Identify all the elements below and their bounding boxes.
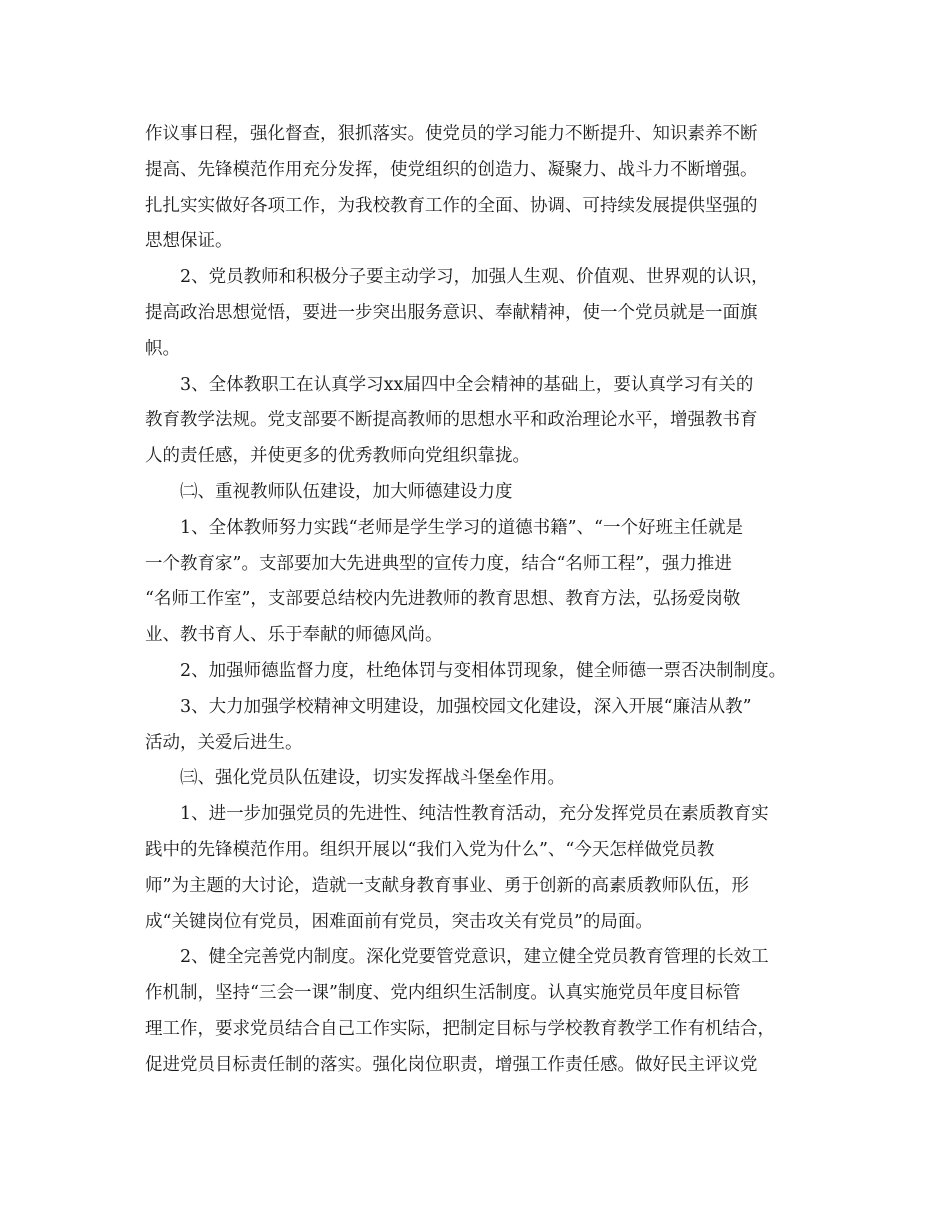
text-line: 思想保证。 [145,231,233,252]
text-line: 提高政治思想觉悟，要进一步突出服务意识、奉献精神，使一个党员就是一面旗 [145,302,758,323]
text-line: 作议事日程，强化督查，狠抓落实。使党员的学习能力不断提升、知识素养不断 [145,124,758,144]
text-line: ㈢、强化党员队伍建设，切实发挥战斗堡垒作用。 [180,768,565,789]
text-line: 成“关键岗位有党员，困难面前有党员，突击攻关有党员”的局面。 [145,911,653,932]
document-body [145,117,825,1084]
text-line: 3、全体教职工在认真学习xx届四中全会精神的基础上，要认真学习有关的 [180,374,754,395]
text-line: 活动，关爱后进生。 [145,732,303,753]
text-line: 2、加强师德监督力度，杜绝体罚与变相体罚现象，健全师德一票否决制制度。 [180,660,787,681]
text-line: 业、教书育人、乐于奉献的师德风尚。 [145,625,443,646]
text-line: 一个教育家”。支部要加大先进典型的宣传力度，结合“名师工程”，强力推进 [145,553,732,574]
text-line: “名师工作室”，支部要总结校内先进教师的教育思想、教育方法，弘扬爱岗敬 [145,589,741,610]
text-line: 理工作，要求党员结合自己工作实际，把制定目标与学校教育教学工作有机结合， [145,1018,775,1039]
text-line: 人的责任感，并使更多的优秀教师向党组织靠拢。 [145,446,530,467]
text-line: 提高、先锋模范作用充分发挥，使党组织的创造力、凝聚力、战斗力不断增强。 [145,159,758,180]
text-line: 3、大力加强学校精神文明建设，加强校园文化建设，深入开展“廉洁从教” [180,696,752,717]
text-line: 帜。 [145,338,180,359]
text-line: 1、全体教师努力实践“老师是学生学习的道德书籍”、“一个好班主任就是 [180,517,743,538]
text-line: 教育教学法规。党支部要不断提高教师的思想水平和政治理论水平，增强教书育 [145,410,758,431]
text-line: 2、党员教师和积极分子要主动学习，加强人生观、价值观、世界观的认识， [180,267,769,288]
text-line: 1、进一步加强党员的先进性、纯洁性教育活动，充分发挥党员在素质教育实 [180,804,769,825]
text-line: 作机制，坚持“三会一课”制度、党内组织生活制度。认真实施党员年度目标管 [145,983,741,1004]
text-line: 2、健全完善党内制度。深化党要管党意识，建立健全党员教育管理的长效工 [180,947,769,968]
text-line: ㈡、重视教师队伍建设，加大师德建设力度 [180,481,513,502]
text-line: 扎扎实实做好各项工作，为我校教育工作的全面、协调、可持续发展提供坚强的 [145,195,758,216]
text-line: 践中的先锋模范作用。组织开展以“我们入党为什么”、“今天怎样做党员教 [145,839,715,860]
text-line: 促进党员目标责任制的落实。强化岗位职责，增强工作责任感。做好民主评议党 [145,1054,758,1075]
text-line: 师”为主题的大讨论，造就一支献身教育事业、勇于创新的高素质教师队伍，形 [145,875,749,896]
